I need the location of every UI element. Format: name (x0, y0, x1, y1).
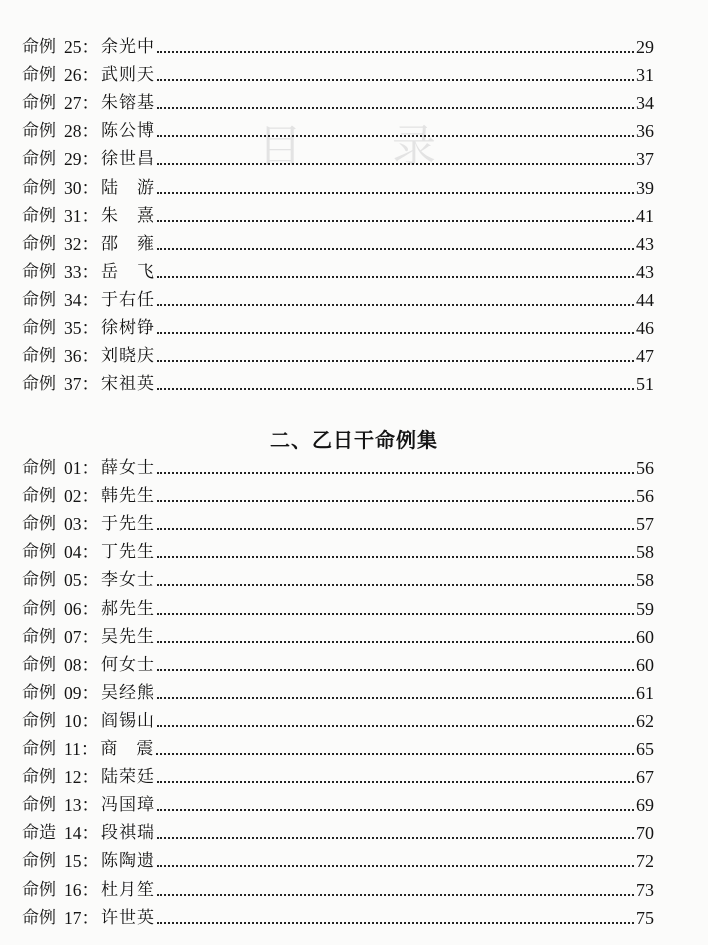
entry-label: 命例 (22, 121, 56, 142)
dot-leader (157, 107, 634, 109)
dot-leader (157, 725, 634, 727)
entry-name: 丁先生 (101, 542, 155, 563)
dot-leader (157, 837, 634, 839)
entry-label: 命例 (22, 177, 56, 198)
entry-name: 冯国璋 (101, 795, 155, 816)
entry-number: 13： (64, 795, 99, 816)
entry-label: 命例 (22, 514, 56, 535)
dot-leader (157, 922, 634, 924)
entry-page-number: 43 (636, 233, 654, 254)
bleed-through-decoration: 目录 (258, 121, 526, 172)
toc-entry[interactable] (22, 86, 654, 114)
entry-label: 命例 (22, 879, 56, 900)
dot-leader (157, 51, 634, 53)
entry-page-number: 58 (636, 542, 654, 563)
entry-number: 03： (64, 514, 99, 535)
entry-label: 命例 (22, 739, 56, 760)
entry-number: 17： (64, 907, 99, 928)
dot-leader (157, 809, 634, 811)
entry-name: 于右任 (101, 289, 155, 310)
toc-entry[interactable] (22, 591, 654, 619)
entry-name: 余光中 (101, 37, 155, 58)
entry-number: 29： (64, 149, 99, 170)
toc-entry[interactable] (22, 872, 654, 900)
entry-page-number: 73 (636, 879, 654, 900)
entry-name: 郝先生 (101, 598, 155, 619)
entry-page-number: 60 (636, 626, 654, 647)
entry-page-number: 60 (636, 654, 654, 675)
toc-entry[interactable] (22, 535, 654, 563)
entry-page-number: 34 (636, 93, 654, 114)
toc-entry[interactable] (22, 30, 654, 58)
entry-name: 阎锡山 (101, 710, 155, 731)
entry-number: 32： (64, 233, 99, 254)
dot-leader (157, 135, 634, 137)
entry-number: 31： (64, 205, 99, 226)
toc-entry[interactable] (22, 367, 654, 395)
entry-name: 朱 熹 (101, 205, 155, 226)
entry-page-number: 65 (636, 739, 654, 760)
entry-page-number: 47 (636, 346, 654, 367)
toc-entry[interactable] (22, 227, 654, 255)
entry-page-number: 31 (636, 65, 654, 86)
toc-entry[interactable] (22, 339, 654, 367)
entry-label: 命例 (22, 458, 56, 479)
entry-name: 朱镕基 (101, 93, 155, 114)
entry-label: 命例 (22, 907, 56, 928)
entry-page-number: 46 (636, 318, 654, 339)
toc-entry[interactable] (22, 648, 654, 676)
entry-number: 08： (64, 654, 99, 675)
dot-leader (157, 500, 634, 502)
entry-page-number: 29 (636, 37, 654, 58)
entry-number: 26： (64, 65, 99, 86)
dot-leader (157, 613, 634, 615)
entry-label: 命例 (22, 626, 56, 647)
entry-name: 武则天 (101, 65, 155, 86)
entry-number: 34： (64, 289, 99, 310)
dot-leader (157, 584, 634, 586)
section-heading: 二、乙日干命例集 (270, 428, 438, 452)
toc-entry[interactable] (22, 732, 654, 760)
entry-page-number: 70 (636, 823, 654, 844)
entry-label: 命例 (22, 542, 56, 563)
entry-number: 15： (64, 851, 99, 872)
entry-page-number: 56 (636, 458, 654, 479)
entry-number: 05： (64, 570, 99, 591)
entry-page-number: 37 (636, 149, 654, 170)
entry-page-number: 43 (636, 261, 654, 282)
dot-leader (157, 697, 634, 699)
entry-number: 37： (64, 374, 99, 395)
entry-number: 14： (64, 823, 99, 844)
entry-label: 命例 (22, 374, 56, 395)
entry-page-number: 56 (636, 486, 654, 507)
entry-name: 许世英 (101, 907, 155, 928)
toc-section-one (22, 30, 654, 395)
dot-leader (157, 388, 634, 390)
toc-entry[interactable] (22, 507, 654, 535)
entry-label: 命例 (22, 205, 56, 226)
entry-number: 35： (64, 318, 99, 339)
dot-leader (157, 669, 634, 671)
toc-entry[interactable] (22, 311, 654, 339)
dot-leader (156, 753, 634, 755)
toc-entry[interactable] (22, 142, 654, 170)
dot-leader (157, 248, 634, 250)
dot-leader (157, 220, 634, 222)
entry-page-number: 72 (636, 851, 654, 872)
entry-page-number: 69 (636, 795, 654, 816)
toc-entry[interactable] (22, 451, 654, 479)
entry-number: 28： (64, 121, 99, 142)
toc-entry[interactable] (22, 479, 654, 507)
toc-entry[interactable] (22, 170, 654, 198)
toc-entry[interactable] (22, 844, 654, 872)
entry-name: 陈公博 (101, 121, 155, 142)
entry-label: 命例 (22, 233, 56, 254)
entry-page-number: 44 (636, 289, 654, 310)
dot-leader (157, 781, 634, 783)
dot-leader (157, 894, 634, 896)
entry-number: 09： (64, 682, 99, 703)
entry-name: 吴经熊 (101, 682, 155, 703)
entry-label: 命例 (22, 795, 56, 816)
dot-leader (157, 276, 634, 278)
entry-name: 吴先生 (101, 626, 155, 647)
entry-name: 杜月笙 (101, 879, 155, 900)
entry-label: 命例 (22, 261, 56, 282)
entry-name: 于先生 (101, 514, 155, 535)
toc-entry[interactable] (22, 58, 654, 86)
dot-leader (157, 528, 634, 530)
toc-entry[interactable] (22, 620, 654, 648)
entry-name: 段祺瑞 (101, 823, 155, 844)
toc-entry[interactable] (22, 114, 654, 142)
dot-leader (157, 360, 634, 362)
toc-entry[interactable] (22, 788, 654, 816)
entry-number: 02： (64, 486, 99, 507)
toc-entry[interactable] (22, 704, 654, 732)
entry-page-number: 57 (636, 514, 654, 535)
dot-leader (157, 304, 634, 306)
entry-name: 刘晓庆 (101, 346, 155, 367)
entry-name: 宋祖英 (101, 374, 155, 395)
entry-number: 10： (64, 710, 99, 731)
entry-name: 徐世昌 (101, 149, 155, 170)
entry-label: 命例 (22, 851, 56, 872)
toc-entry[interactable] (22, 760, 654, 788)
entry-name: 陆荣廷 (101, 767, 155, 788)
entry-name: 李女士 (101, 570, 155, 591)
entry-page-number: 59 (636, 598, 654, 619)
entry-label: 命例 (22, 318, 56, 339)
entry-label: 命例 (22, 767, 56, 788)
entry-name: 邵 雍 (101, 233, 155, 254)
entry-name: 商 震 (100, 739, 155, 760)
entry-label: 命例 (22, 37, 56, 58)
entry-page-number: 62 (636, 710, 654, 731)
entry-number: 36： (64, 346, 99, 367)
dot-leader (157, 79, 634, 81)
entry-page-number: 51 (636, 374, 654, 395)
entry-page-number: 75 (636, 907, 654, 928)
toc-entry[interactable] (22, 283, 654, 311)
entry-label: 命造 (22, 823, 56, 844)
entry-number: 33： (64, 261, 99, 282)
entry-name: 何女士 (101, 654, 155, 675)
entry-page-number: 41 (636, 205, 654, 226)
entry-number: 04： (64, 542, 99, 563)
entry-label: 命例 (22, 570, 56, 591)
entry-page-number: 39 (636, 177, 654, 198)
entry-name: 徐树铮 (101, 318, 155, 339)
toc-entry[interactable] (22, 676, 654, 704)
entry-label: 命例 (22, 598, 56, 619)
entry-label: 命例 (22, 289, 56, 310)
entry-label: 命例 (22, 346, 56, 367)
entry-name: 陈陶遗 (101, 851, 155, 872)
entry-label: 命例 (22, 65, 56, 86)
entry-label: 命例 (22, 682, 56, 703)
toc-entry[interactable] (22, 816, 654, 844)
dot-leader (157, 865, 634, 867)
entry-label: 命例 (22, 710, 56, 731)
entry-page-number: 58 (636, 570, 654, 591)
entry-label: 命例 (22, 486, 56, 507)
toc-entry[interactable] (22, 901, 654, 929)
entry-page-number: 67 (636, 767, 654, 788)
dot-leader (157, 192, 634, 194)
entry-number: 01： (64, 458, 99, 479)
entry-number: 16： (64, 879, 99, 900)
dot-leader (157, 472, 634, 474)
toc-section-two (22, 451, 654, 929)
entry-number: 27： (64, 93, 99, 114)
dot-leader (157, 163, 634, 165)
entry-number: 07： (64, 626, 99, 647)
dot-leader (157, 556, 634, 558)
entry-number: 06： (64, 598, 99, 619)
entry-number: 25： (64, 37, 99, 58)
entry-name: 陆 游 (101, 177, 155, 198)
entry-label: 命例 (22, 149, 56, 170)
toc-entry[interactable] (22, 199, 654, 227)
entry-label: 命例 (22, 654, 56, 675)
entry-page-number: 61 (636, 682, 654, 703)
dot-leader (157, 641, 634, 643)
entry-name: 薛女士 (101, 458, 155, 479)
entry-number: 11： (64, 739, 99, 760)
entry-page-number: 36 (636, 121, 654, 142)
toc-entry[interactable] (22, 255, 654, 283)
dot-leader (157, 332, 634, 334)
entry-number: 12： (64, 767, 99, 788)
entry-name: 韩先生 (101, 486, 155, 507)
entry-label: 命例 (22, 93, 56, 114)
entry-name: 岳 飞 (101, 261, 155, 282)
toc-entry[interactable] (22, 563, 654, 591)
entry-number: 30： (64, 177, 99, 198)
